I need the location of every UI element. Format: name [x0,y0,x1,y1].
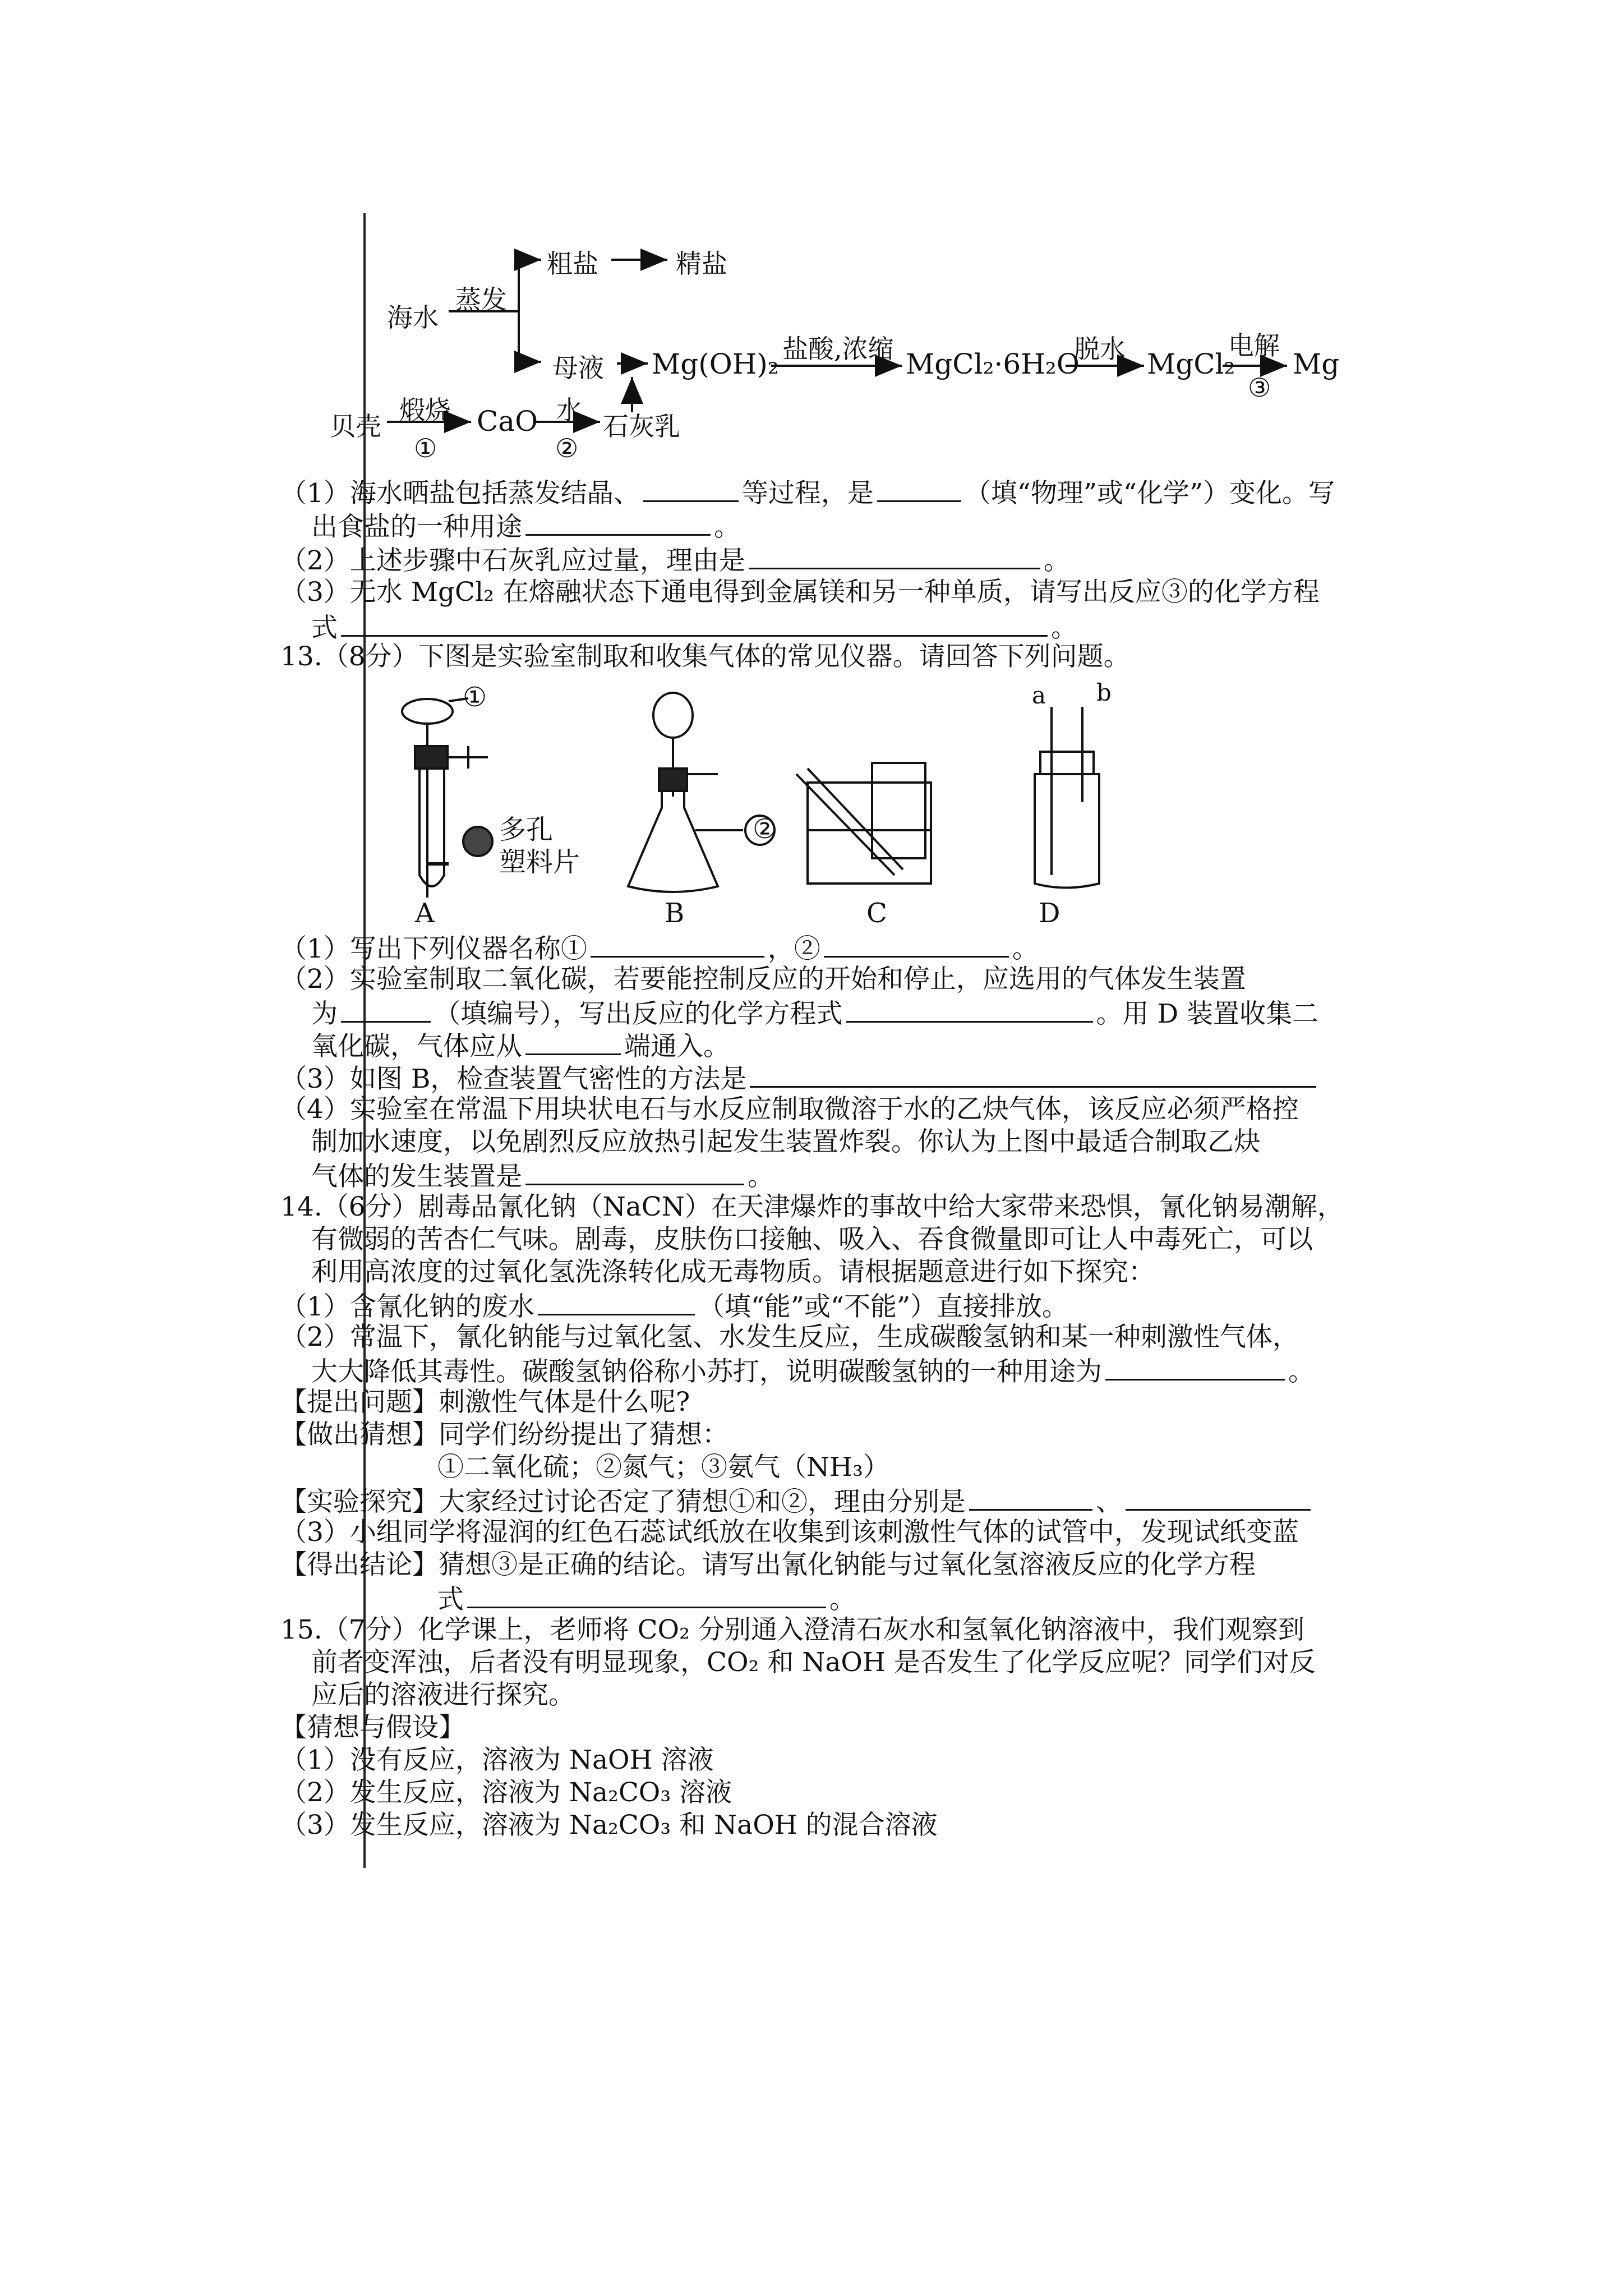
q14-line6: 大大降低其毒性。碳酸氢钠俗称小苏打，说明碳酸氢钠的一种用途为 。 [311,1354,1315,1388]
q15-line2: 前者变浑浊，后者没有明显现象，CO₂ 和 NaOH 是否发生了化学反应呢？同学们对反 [311,1647,1316,1678]
q14-line13: 式 。 [437,1582,856,1616]
q12-line2: 出食盐的一种用途 。 [311,509,740,543]
q13-line6: （4）实验室在常温下用块状电石与水反应制取微溶于水的乙炔气体，该反应必须严格控 [280,1094,1299,1125]
flow-dehydrate: 脱水 [1074,334,1126,364]
q15-line6: （2）发生反应，溶液为 Na₂CO₃ 溶液 [280,1777,732,1808]
q14-line3: 利用高浓度的过氧化氢洗涤转化成无毒物质。请根据题意进行如下探究： [311,1257,1155,1287]
flow-evaporate: 蒸发 [455,284,507,315]
label-circle1: ① [463,682,487,713]
q13-line3: 为 （填编号），写出反应的化学方程式 。用 D 装置收集二 [311,996,1318,1030]
q13-line2: （2）实验室制取二氧化碳，若要能控制反应的开始和停止，应选用的气体发生装置 [280,964,1246,995]
q14-line9: ①二氧化硫；②氮气；③氨气（NH₃） [437,1452,889,1483]
q15-line4: 【猜想与假设】 [280,1712,465,1743]
label-porous2: 塑料片 [499,846,580,878]
flow-seawater: 海水 [387,302,439,333]
flow-step2: ② [555,433,579,463]
apparatus-label-c: C [866,898,887,929]
q15-line3: 应后的溶液进行探究。 [311,1680,575,1710]
flow-step3: ③ [1248,372,1271,403]
flow-step1: ① [414,433,437,463]
q14-line4: （1）含氰化钠的废水 （填“能”或“不能”）直接排放。 [280,1289,1068,1323]
apparatus-label-d: D [1039,898,1061,929]
flow-water: 水 [556,395,582,425]
apparatus-label-b: B [665,898,685,929]
flow-mgcl2: MgCl₂ [1147,348,1235,380]
q15-line1: 15.（7分）化学课上，老师将 CO₂ 分别通入澄清石灰水和氢氧化钠溶液中，我们观察到 [280,1614,1304,1645]
q12-line3: （2）上述步骤中石灰乳应过量，理由是 。 [280,543,1070,577]
apparatus-label-a: A [415,898,435,929]
label-porous1: 多孔 [499,814,554,845]
q14-line7: 【提出问题】刺激性气体是什么呢? [280,1387,690,1418]
q13-line8: 气体的发生装置是 。 [311,1159,774,1193]
flow-mgoh2: Mg(OH)₂ [652,348,779,380]
q12-line5: 式 。 [311,610,1077,644]
flow-mother-liquor: 母液 [552,353,604,383]
flow-electrolysis: 电解 [1228,330,1280,361]
q13-line1: （1）写出下列仪器名称① ，② 。 [280,931,1039,965]
q12-line1: （1）海水晒盐包括蒸发结晶、 等过程，是 （填“物理”或“化学”）变化。写 [280,476,1335,509]
q13-line5: （3）如图 B，检查装置气密性的方法是 [280,1061,1320,1095]
flow-mgcl2-hydrate: MgCl₂·6H₂O [906,348,1080,380]
label-a-tip: a [1032,682,1046,709]
q13-line4: 氧化碳，气体应从 端通入。 [311,1029,730,1062]
q13-line7: 制加水速度，以免剧烈反应放热引起发生装置炸裂。你认为上图中最适合制取乙炔 [311,1126,1260,1157]
flow-cao: CaO [477,405,538,438]
flow-acid-concentrate: 盐酸,浓缩 [782,334,894,364]
q14-line5: （2）常温下，氰化钠能与过氧化氢、水发生反应，生成碳酸氢钠和某一种刺激性气体， [280,1322,1299,1352]
flow-mg: Mg [1293,348,1340,380]
flow-lime-milk: 石灰乳 [603,411,680,441]
q14-line10: 【实验探究】大家经过讨论否定了猜想①和②，理由分别是 、 [280,1484,1314,1518]
q13-title: 13.（8分）下图是实验室制取和收集气体的常见仪器。请回答下列问题。 [280,641,1130,672]
flow-crude-salt: 粗盐 [547,249,598,279]
q14-line12: 【得出结论】猜想③是正确的结论。请写出氰化钠能与过氧化氢溶液反应的化学方程 [280,1549,1256,1580]
flow-calcine: 煅烧 [399,395,451,425]
flow-refined-salt: 精盐 [676,249,727,279]
label-circle2: ② [753,813,777,845]
flow-shell: 贝壳 [330,411,381,441]
q14-line11: （3）小组同学将湿润的红色石蕊试纸放在收集到该刺激性气体的试管中，发现试纸变蓝 [280,1517,1299,1548]
q15-line7: （3）发生反应，溶液为 Na₂CO₃ 和 NaOH 的混合溶液 [280,1810,938,1841]
q14-line2: 有微弱的苦杏仁气味。剧毒，皮肤伤口接触、吸入、吞食微量即可让人中毒死亡，可以 [311,1224,1313,1255]
q12-line4: （3）无水 MgCl₂ 在熔融状态下通电得到金属镁和另一种单质，请写出反应③的化学方程 [280,577,1320,608]
q14-line8: 【做出猜想】同学们纷纷提出了猜想： [280,1419,728,1450]
q15-line5: （1）没有反应，溶液为 NaOH 溶液 [280,1745,714,1775]
q14-line1: 14.（6分）剧毒品氰化钠（NaCN）在天津爆炸的事故中给大家带来恐惧，氰化钠易潮解， [280,1191,1344,1222]
label-b-tip: b [1096,679,1112,706]
